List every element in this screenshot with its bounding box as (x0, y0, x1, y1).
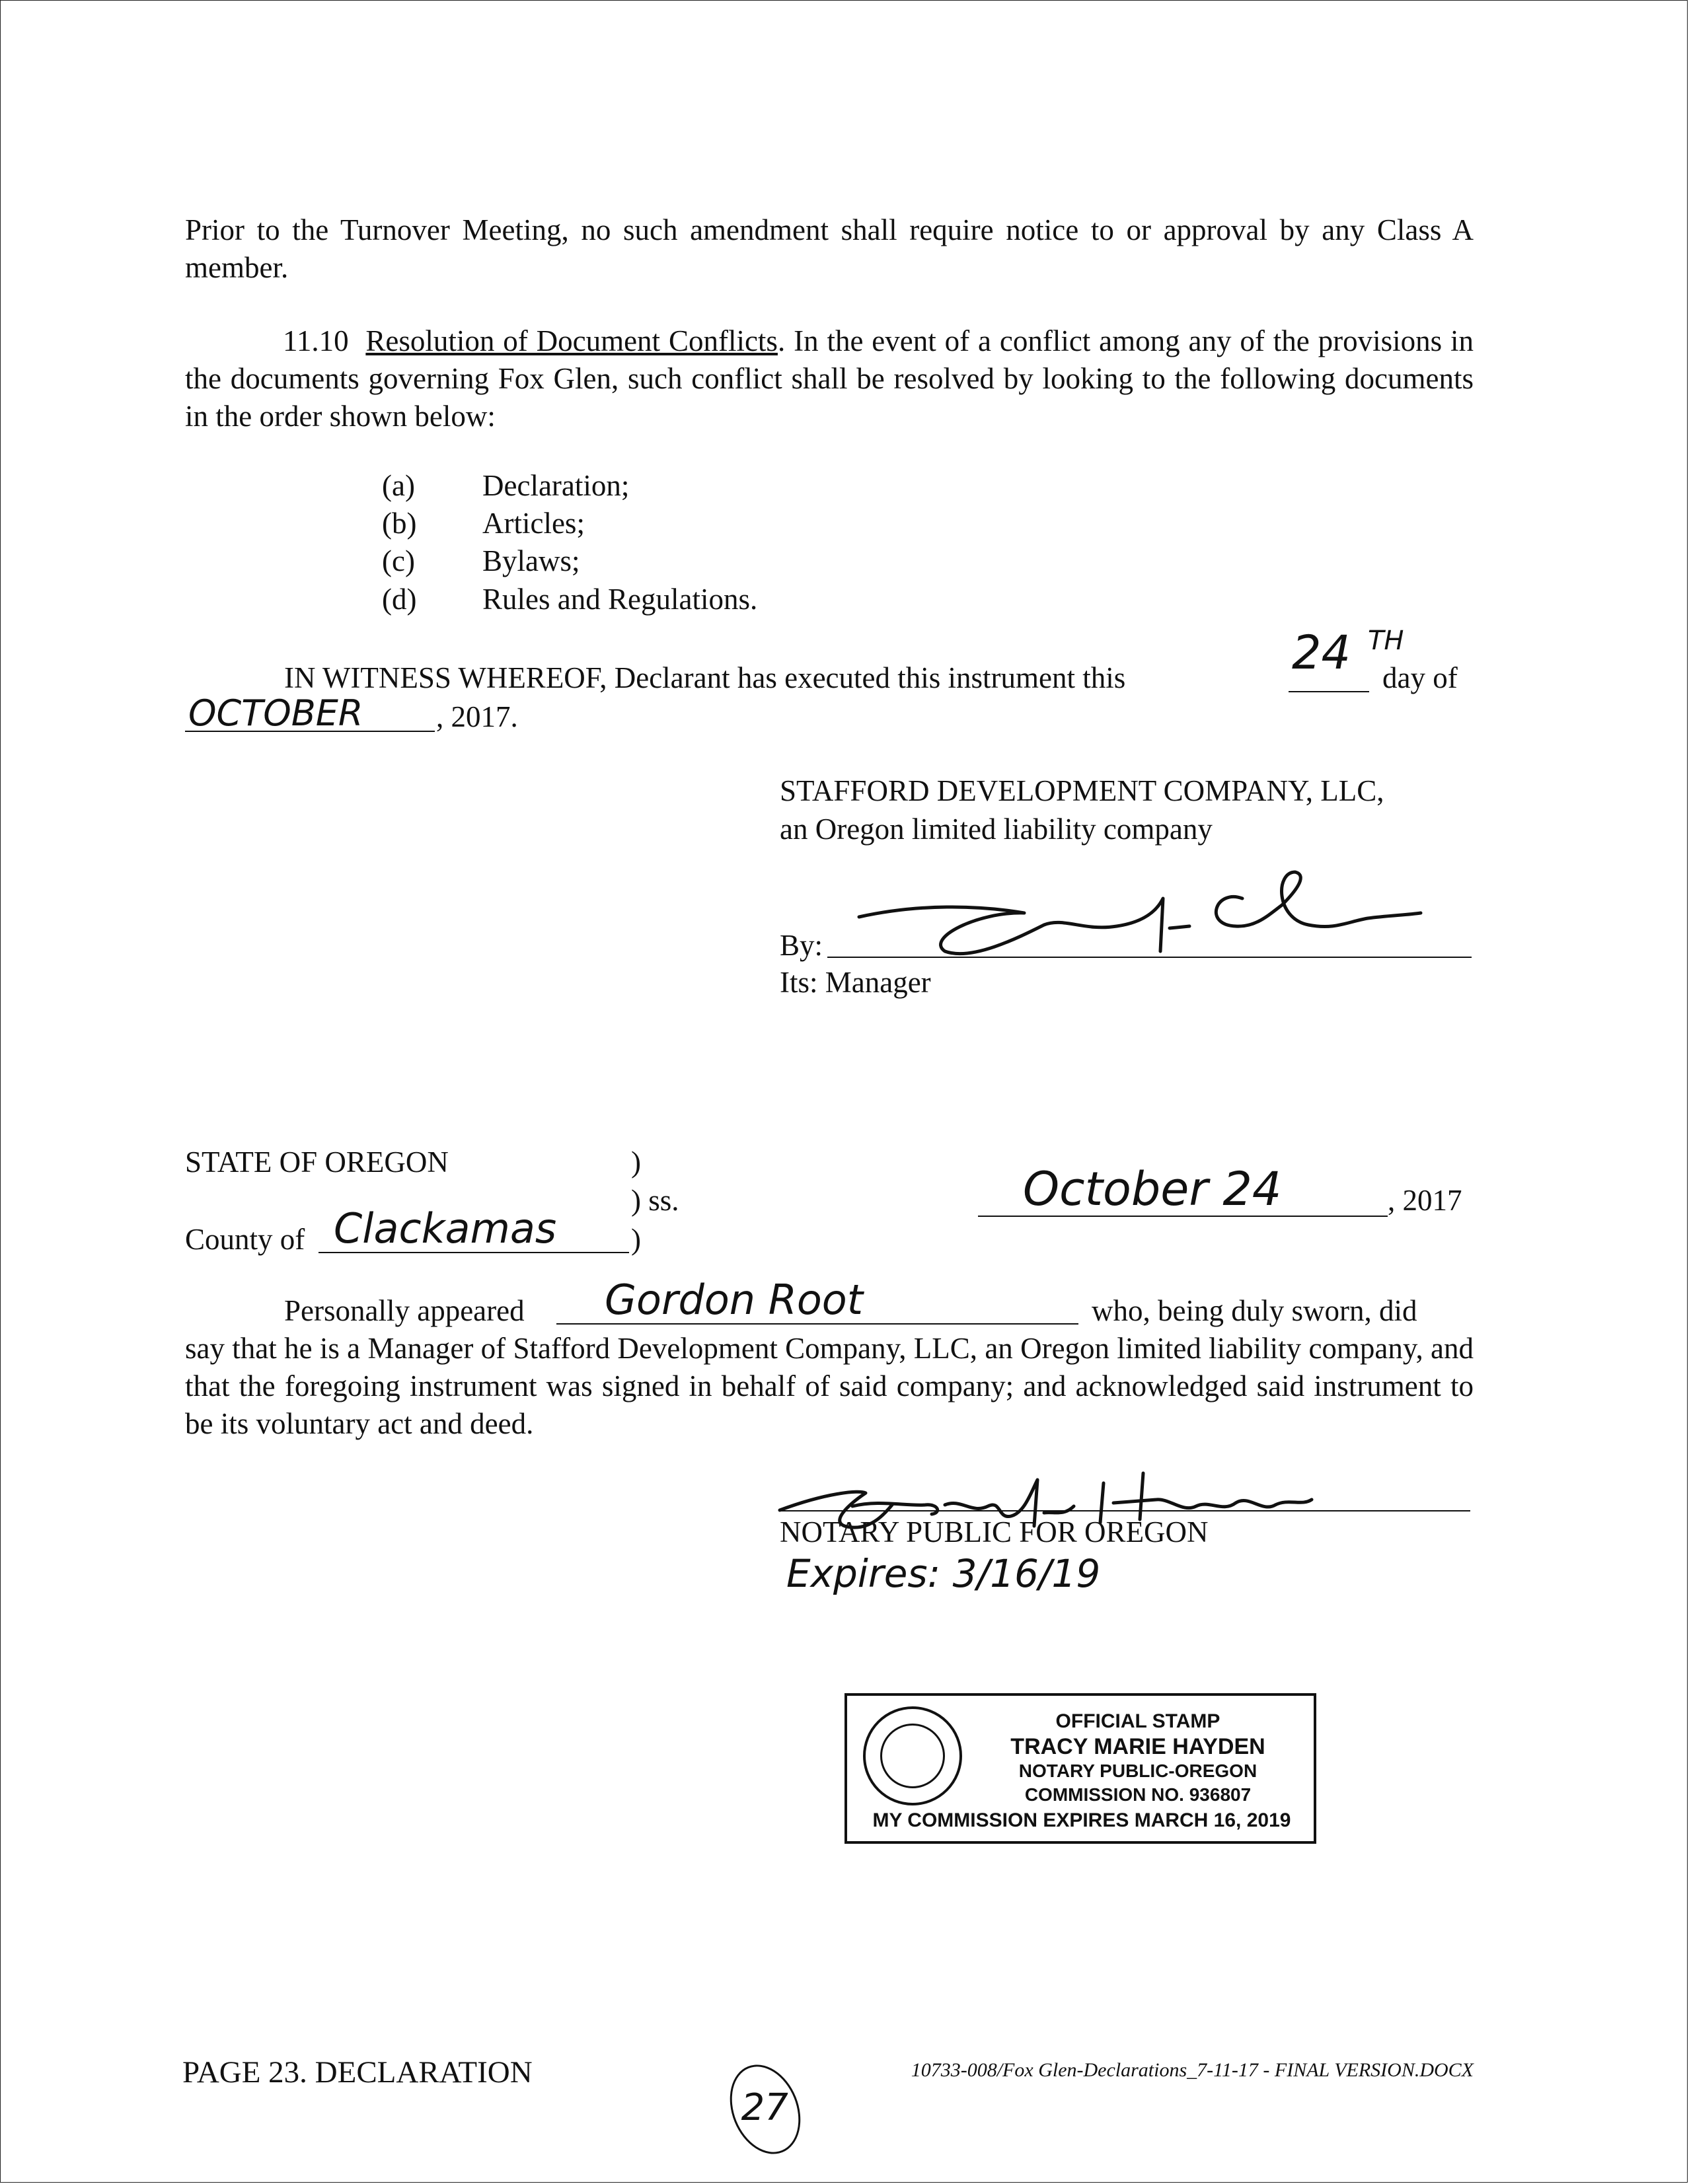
witness-day-suffix: TH (1368, 626, 1404, 656)
list-label: (c) (382, 544, 415, 577)
acknowledgment-text: say that he is a Manager of Stafford Development Company, LLC, an Oregon limited liability company, and that the foregoing instrument was signed in behalf of said company; and acknowledged said instrument to be its voluntary act and deed. (185, 1332, 1474, 1440)
ss-label: ) ss. (631, 1184, 679, 1217)
county-label: County of (185, 1223, 305, 1256)
section-heading: Resolution of Document Conflicts (365, 324, 778, 357)
witness-day-of: day of (1382, 661, 1458, 694)
witness-lead: IN WITNESS WHEREOF, Declarant has executed this instrument this (284, 661, 1126, 694)
list-label: (d) (382, 583, 417, 616)
section-body: . In the event of a conflict among any of the provisions in the documents governing Fox Glen, such conflict shall be resolved by looking to the following documents in the order shown below: (185, 324, 1474, 433)
notary-title: NOTARY PUBLIC FOR OREGON (780, 1515, 1209, 1548)
day-blank (1289, 691, 1369, 692)
footer-file-reference: 10733-008/Fox Glen-Declarations_7-11-17 - FINAL VERSION.DOCX (911, 2059, 1474, 2081)
date-year: , 2017 (1388, 1184, 1462, 1217)
notary-expires: Expires: 3/16/19 (786, 1551, 1101, 1596)
appeared-tail: who, being duly sworn, did (1092, 1294, 1417, 1327)
stamp-commission-no: COMMISSION NO. 936807 (1024, 1784, 1252, 1805)
its-label: Its: Manager (780, 966, 931, 999)
date-handwritten: October 24 (1023, 1162, 1282, 1216)
company-name: STAFFORD DEVELOPMENT COMPANY, LLC, (780, 774, 1384, 807)
list-text: Articles; (482, 507, 585, 540)
section-paragraph (185, 322, 1474, 435)
witness-day: 24 (1292, 626, 1351, 680)
witness-month: OCTOBER (188, 692, 363, 734)
list-label: (b) (382, 507, 417, 540)
county-paren: ) (631, 1223, 641, 1256)
witness-year: , 2017. (436, 700, 518, 733)
list-label: (a) (382, 469, 415, 502)
stamp-commission-expires: MY COMMISSION EXPIRES MARCH 16, 2019 (872, 1809, 1291, 1831)
stamp-notary-name: TRACY MARIE HAYDEN (1010, 1734, 1265, 1759)
list-item (382, 466, 629, 505)
state-seal-icon (863, 1706, 962, 1805)
section-number: 11.10 (283, 324, 349, 357)
footer-page-label: PAGE 23. DECLARATION (182, 2055, 533, 2090)
notary-stamp (845, 1693, 1316, 1844)
intro-paragraph: Prior to the Turnover Meeting, no such amendment shall require notice to or approval by any Class A member. (185, 213, 1474, 284)
appeared-lead: Personally appeared (284, 1294, 525, 1327)
handwritten-page-number (717, 2054, 813, 2164)
list-text: Declaration; (482, 469, 630, 502)
appeared-name: Gordon Root (605, 1276, 864, 1324)
list-text: Bylaws; (482, 544, 580, 577)
list-text: Rules and Regulations. (482, 583, 758, 616)
page-number-text: 27 (741, 2086, 788, 2130)
state-paren: ) (631, 1146, 641, 1179)
by-label: By: (780, 929, 823, 962)
manager-signature (846, 852, 1427, 965)
stamp-notary-public: NOTARY PUBLIC-OREGON (1018, 1761, 1257, 1781)
list-item (382, 504, 585, 542)
notary-signature-line (780, 1510, 1470, 1511)
company-type: an Oregon limited liability company (780, 813, 1213, 846)
county-handwritten: Clackamas (334, 1204, 557, 1253)
list-item (382, 580, 757, 618)
stamp-title: OFFICIAL STAMP (1055, 1710, 1220, 1732)
list-item (382, 542, 580, 580)
state-label: STATE OF OREGON (185, 1146, 449, 1179)
